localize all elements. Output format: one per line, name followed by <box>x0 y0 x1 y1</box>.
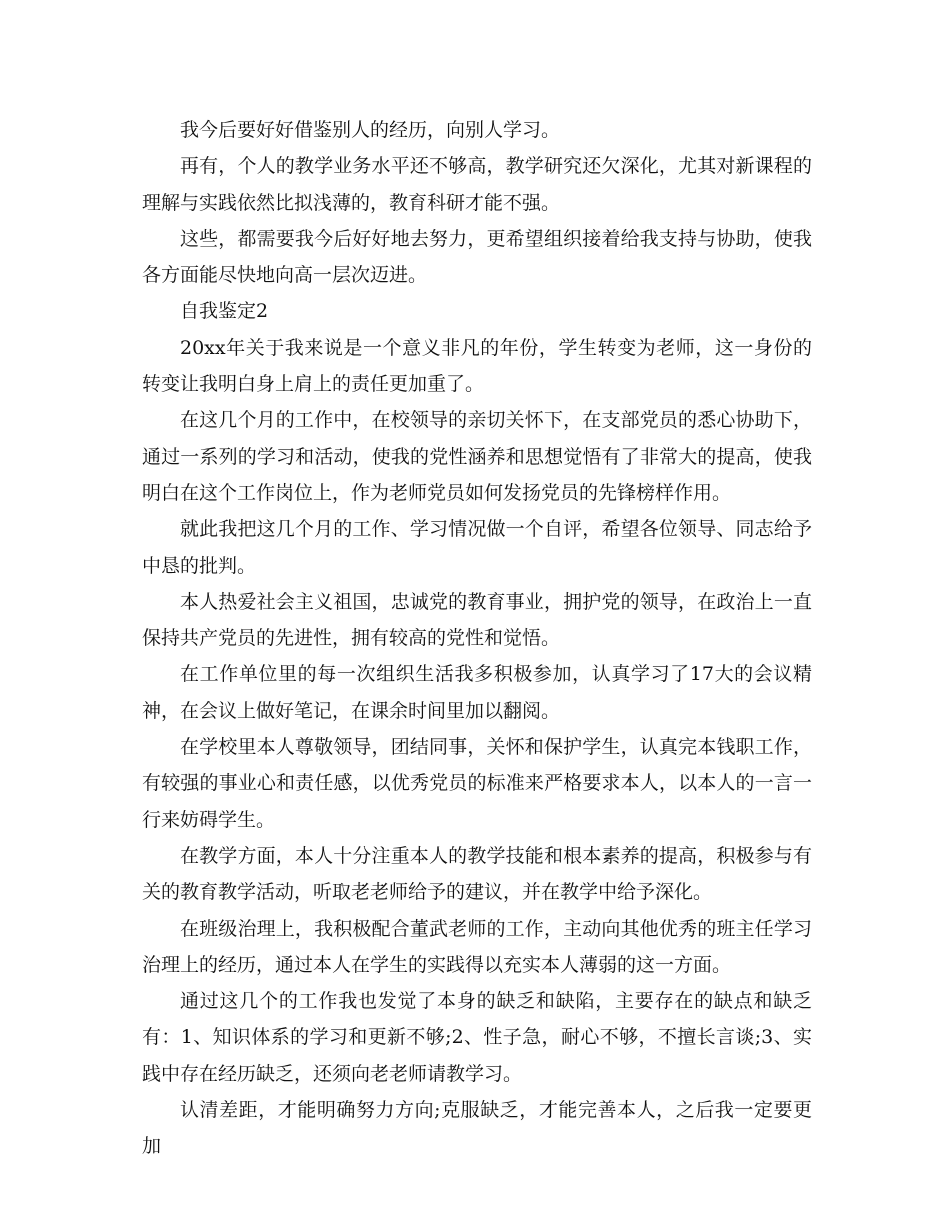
paragraph: 认清差距，才能明确努力方向;克服缺乏，才能完善本人，之后我一定要更加 <box>142 1099 812 1158</box>
document-body <box>142 112 812 1165</box>
paragraph: 就此我把这几个月的工作、学习情况做一个自评，希望各位领导、同志给予中恳的批判。 <box>142 518 812 577</box>
paragraph: 在班级治理上，我积极配合董武老师的工作，主动向其他优秀的班主任学习治理上的经历，通过本人在学生的实践得以充实本人薄弱的这一方面。 <box>142 917 812 976</box>
paragraph: 在学校里本人尊敬领导，团结同事，关怀和保护学生，认真完本钱职工作，有较强的事业心和责任感，以优秀党员的标准来严格要求本人，以本人的一言一行来妨碍学生。 <box>142 736 812 831</box>
paragraph: 在这几个月的工作中，在校领导的亲切关怀下，在支部党员的悉心协助下，通过一系列的学习和活动，使我的党性涵养和思想觉悟有了非常大的提高，使我明白在这个工作岗位上，作为老师党员如何发扬党员的先锋榜样作用。 <box>142 409 812 504</box>
paragraph: 在教学方面，本人十分注重本人的教学技能和根本素养的提高，积极参与有关的教育教学活动，听取老老师给予的建议，并在教学中给予深化。 <box>142 844 812 904</box>
paragraph: 我今后要好好借鉴别人的经历，向别人学习。 <box>180 119 561 141</box>
paragraph: 20xx年关于我来说是一个意义非凡的年份，学生转变为老师，这一身份的转变让我明白身上肩上的责任更加重了。 <box>142 336 812 396</box>
paragraph: 再有，个人的教学业务水平还不够高，教学研究还欠深化，尤其对新课程的理解与实践依然比拟浅薄的，教育科研才能不强。 <box>142 155 812 214</box>
paragraph: 通过这几个的工作我也发觉了本身的缺乏和缺陷，主要存在的缺点和缺乏有：1、知识体系的学习和更新不够;2、性子急，耐心不够，不擅长言谈;3、实践中存在经历缺乏，还须向老老师请教学习。 <box>142 990 812 1085</box>
section-heading: 自我鉴定2 <box>180 300 269 323</box>
paragraph: 在工作单位里的每一次组织生活我多积极参加，认真学习了17大的会议精神，在会议上做好笔记，在课余时间里加以翻阅。 <box>142 663 812 722</box>
paragraph: 本人热爱社会主义祖国，忠诚党的教育事业，拥护党的领导，在政治上一直保持共产党员的先进性，拥有较高的党性和觉悟。 <box>142 590 812 650</box>
paragraph: 这些，都需要我今后好好地去努力，更希望组织接着给我支持与协助，使我各方面能尽快地向高一层次迈进。 <box>142 227 812 287</box>
